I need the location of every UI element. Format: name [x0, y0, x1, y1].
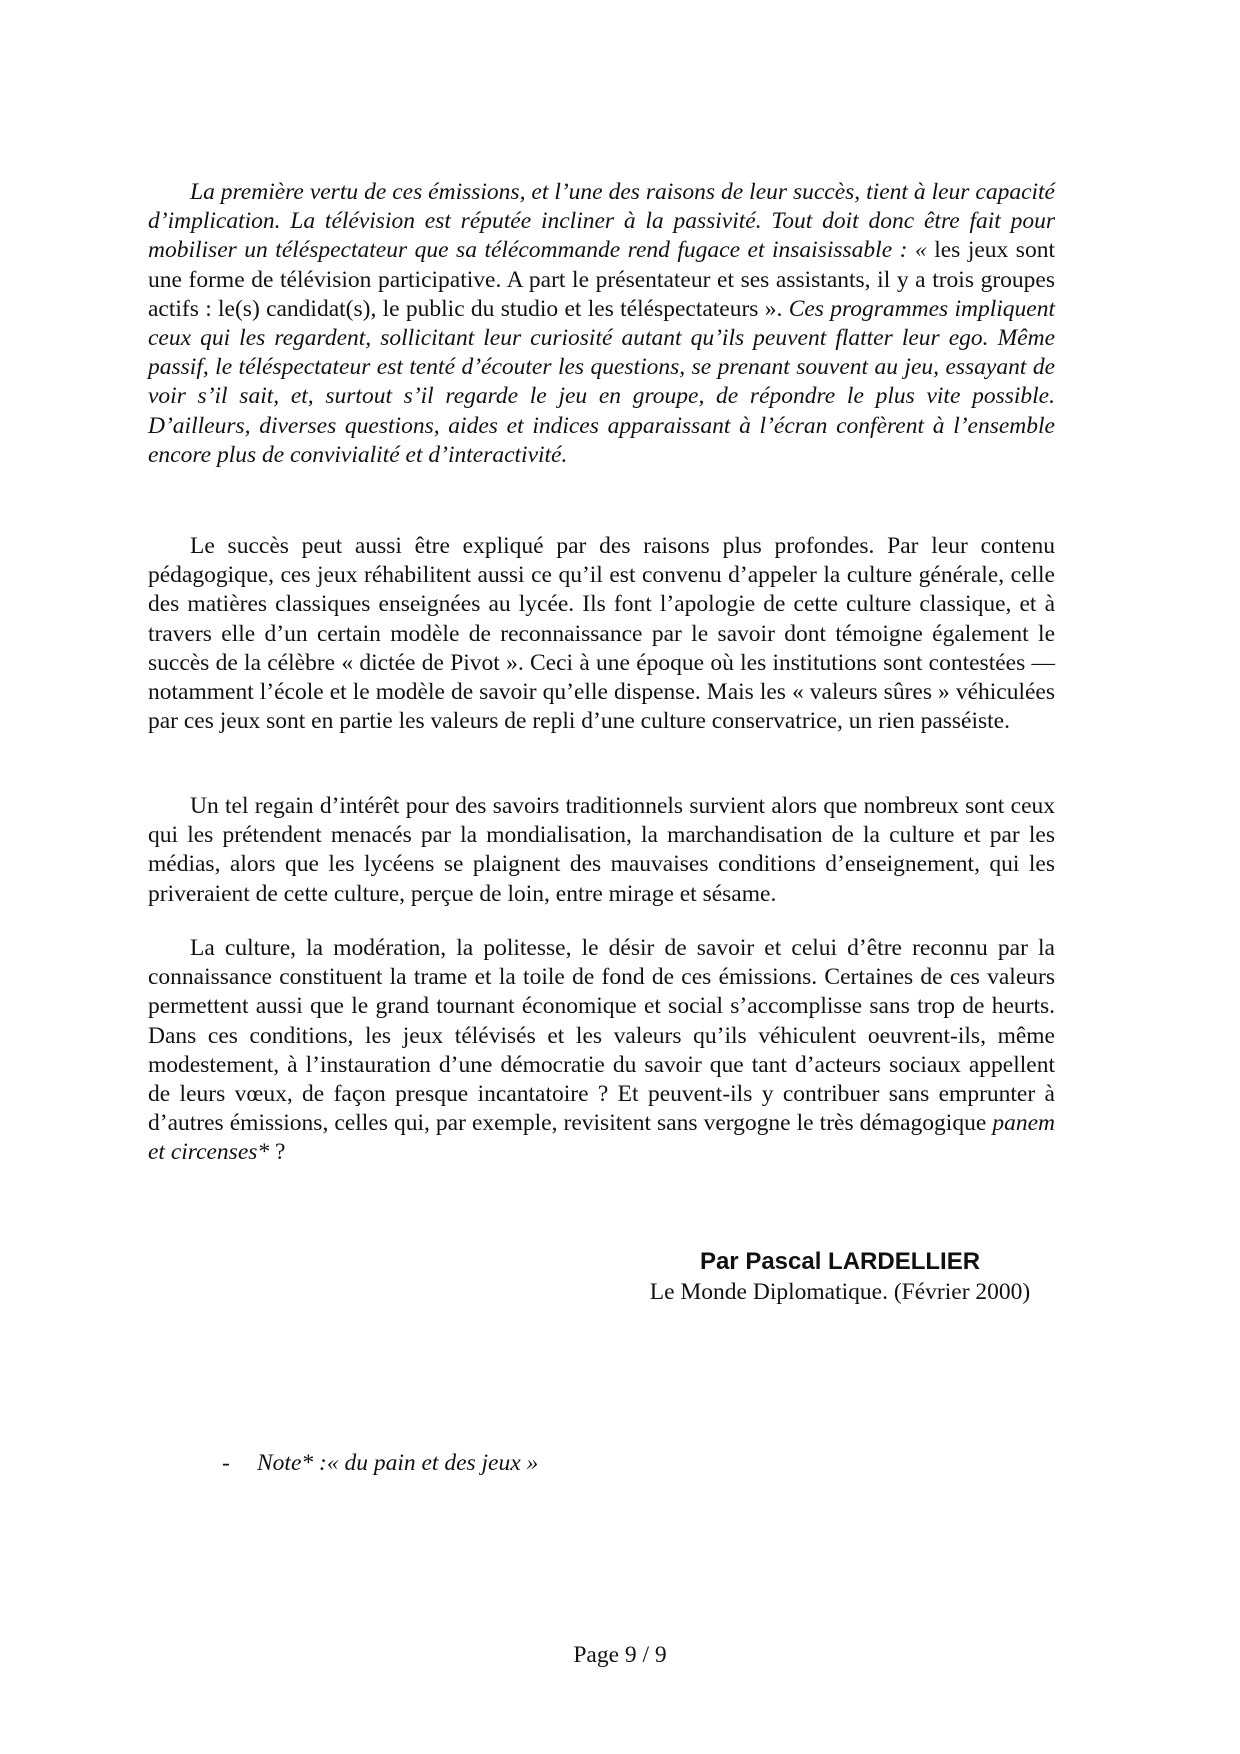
paragraph-4-ending: ?	[269, 1139, 286, 1166]
paragraph-1	[148, 178, 1055, 470]
paragraph-1-quote: les jeux sont une forme de télévision participative. A part le présentateur et ses assistants, il y a trois groupes actifs : le(s) candidat(s), le public du studio et les téléspectateurs ».	[148, 237, 1055, 322]
footnote	[222, 1448, 538, 1478]
footnote-text: Note* :« du pain et des jeux »	[257, 1450, 539, 1476]
paragraph-3: Un tel regain d’intérêt pour des savoirs traditionnels survient alors que nombreux sont ceux qui les prétendent menacés par la mondialisation, la marchandisation de la culture et par les médias, alors que les lycéens se plaignent des mauvaises conditions d’enseignement, qui les priveraient de cette culture, perçue de loin, entre mirage et sésame.	[148, 793, 1055, 907]
paragraph-4-text: La culture, la modération, la politesse, le désir de savoir et celui d’être reconnu par la connaissance constituent la trame et la toile de fond de ces émissions. Certaines de ces valeurs permettent aussi que le grand tournant économique et social s’accomplisse sans trop de heurts. Dans ces conditions, les jeux télévisés et les valeurs qu’ils véhiculent oeuvrent-ils, même modestement, à l’instauration d’une démocratie du savoir que tant d’acteurs sociaux appellent de leurs vœux, de façon presque incantatoire ? Et peuvent-ils y contribuer sans emprunter à d’autres émissions, celles qui, par exemple, revisitent sans vergogne le très démagogique	[148, 935, 1055, 1137]
paragraph-1-italic-intro: La première vertu de ces émissions, et l’une des raisons de leur succès, tient à leur capacité d’implication. La télévision est réputée incliner à la passivité. Tout doit donc être fait pour mobiliser un téléspectateur que sa télécommande rend fugace et insaisissable : «	[148, 179, 1055, 264]
paragraph-4-latin-phrase: panem et circenses*	[148, 1110, 1055, 1166]
footnote-bullet: -	[222, 1450, 230, 1476]
signature-block	[620, 1247, 1060, 1307]
paragraph-2: Le succès peut aussi être expliqué par des raisons plus profondes. Par leur contenu pédagogique, ces jeux réhabilitent aussi ce qu’il est convenu d’appeler la culture générale, celle des matières classiques enseignées au lycée. Ils font l’apologie de cette culture classique, et à travers elle d’un certain modèle de reconnaissance par le savoir dont témoigne également le succès de la célèbre « dictée de Pivot ». Ceci à une époque où les institutions sont contestées —notamment l’école et le modèle de savoir qu’elle dispense. Mais les « valeurs sûres » véhiculées par ces jeux sont en partie les valeurs de repli d’une culture conservatrice, un rien passéiste.	[148, 533, 1055, 735]
paragraph-4	[148, 934, 1055, 1168]
paragraph-1-italic-conclusion: Ces programmes impliquent ceux qui les regardent, sollicitant leur curiosité autant qu’ils peuvent flatter leur ego. Même passif, le téléspectateur est tenté d’écouter les questions, se prenant souvent au jeu, essayant de voir s’il sait, et, surtout s’il regarde le jeu en groupe, de répondre le plus vite possible. D’ailleurs, diverses questions, aides et indices apparaissant à l’écran confèrent à l’ensemble encore plus de convivialité et d’interactivité.	[148, 295, 1055, 468]
source-citation: Le Monde Diplomatique. (Février 2000)	[649, 1279, 1031, 1305]
author-name: Par Pascal LARDELLIER	[699, 1248, 981, 1275]
page-number: Page 9 / 9	[573, 1642, 667, 1668]
